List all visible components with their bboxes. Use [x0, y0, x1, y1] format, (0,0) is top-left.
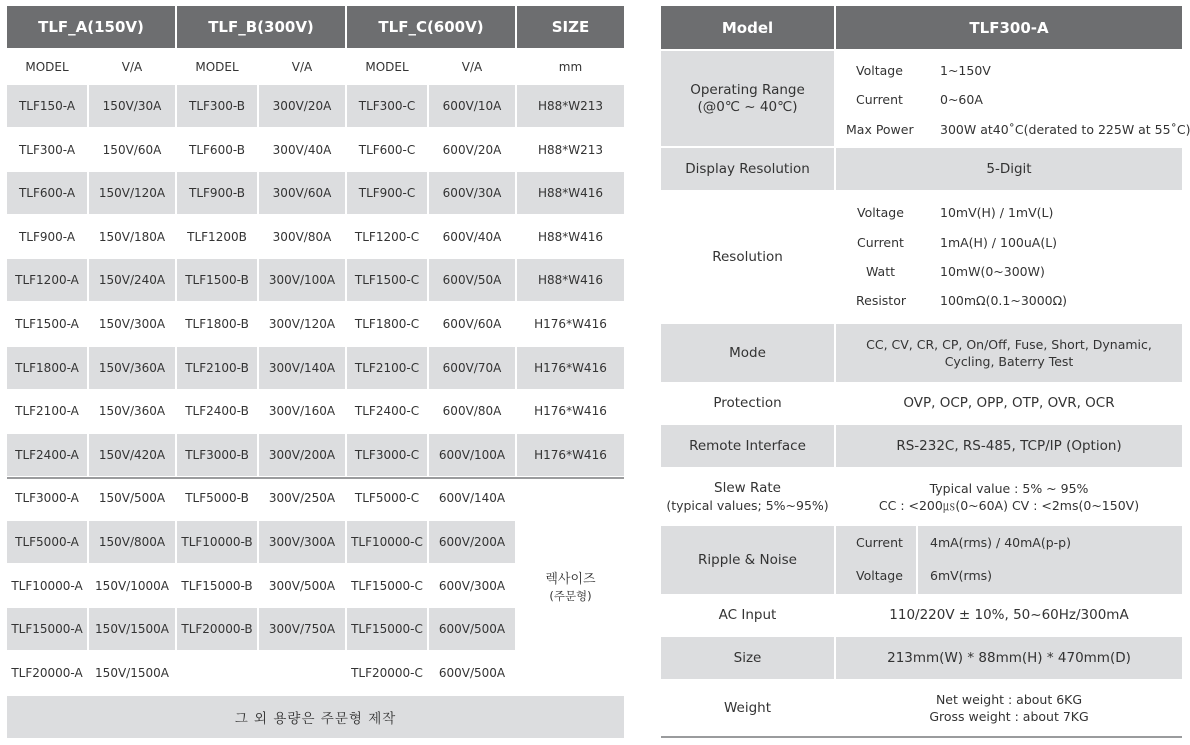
table-cell-model-c: TLF15000-C	[351, 579, 423, 593]
table-cell-va-a: 150V/30A	[102, 99, 162, 113]
table-cell-va-a: 150V/500A	[98, 491, 166, 505]
table-cell-model-c: TLF900-C	[358, 186, 416, 200]
header-tlf-b: TLF_B(300V)	[177, 6, 345, 48]
table-cell-va-c: 600V/300A	[438, 579, 506, 593]
table-cell-va-a: 150V/1000A	[95, 579, 169, 593]
rn-voltage-value: 6mV(rms)	[930, 568, 993, 583]
table-cell-va-b: 300V/60A	[272, 186, 332, 200]
table-cell-size: H88*W213	[537, 99, 604, 113]
table-cell-model-c: TLF20000-C	[351, 666, 423, 680]
rn-voltage-key: Voltage	[856, 568, 903, 583]
table-cell-model-a: TLF2100-A	[15, 404, 79, 418]
table-cell-va-a: 150V/800A	[98, 535, 166, 549]
table-cell-model-b: TLF600-B	[189, 143, 245, 157]
table-cell-va-a: 150V/120A	[98, 186, 166, 200]
table-cell-va-c: 600V/100A	[438, 448, 506, 462]
custom-capacity-note: 그 외 용량은 주문형 제작	[234, 711, 397, 727]
subheader-va-b: V/A	[291, 60, 313, 74]
res-resistor-key: Resistor	[856, 293, 906, 308]
weight-value-line1: Net weight : about 6KG	[935, 692, 1083, 707]
table-cell-model-a: TLF600-A	[18, 186, 76, 200]
table-cell-model-b: TLF3000-B	[185, 448, 249, 462]
slew-rate-value	[836, 469, 1182, 524]
rack-size-note	[517, 480, 624, 695]
weight-value	[836, 681, 1182, 735]
table-cell-model-b: TLF1200B	[187, 230, 247, 244]
table-cell-va-b: 300V/20A	[272, 99, 332, 113]
rn-current-key: Current	[856, 535, 903, 550]
ripple-divider	[916, 526, 918, 594]
table-cell-model-b: TLF900-B	[189, 186, 245, 200]
table-cell-va-a: 150V/1500A	[95, 622, 169, 636]
mode-value	[836, 324, 1182, 382]
table-cell-model-b	[177, 652, 257, 694]
table-cell-model-b: TLF1800-B	[185, 317, 249, 331]
table-cell-model-c: TLF1200-C	[354, 230, 420, 244]
spec-header-value: TLF300-A	[836, 6, 1182, 49]
table-cell-model-b: TLF20000-B	[181, 622, 253, 636]
table-cell-model-c: TLF1800-C	[354, 317, 420, 331]
size-label: Size	[733, 649, 762, 666]
table-cell-va-b: 300V/100A	[268, 273, 336, 287]
remote-interface-label: Remote Interface	[689, 437, 806, 454]
operating-range-condition: (@0℃ ~ 40℃)	[697, 98, 798, 115]
table-divider	[7, 477, 624, 479]
table-cell-va-c: 600V/140A	[438, 491, 506, 505]
table-cell-va-c: 600V/60A	[442, 317, 502, 331]
table-cell-model-b: TLF1500-B	[185, 273, 249, 287]
slew-rate-label	[661, 469, 834, 524]
table-cell-model-a: TLF15000-A	[11, 622, 83, 636]
protection-value: OVP, OCP, OPP, OTP, OVR, OCR	[903, 395, 1115, 411]
table-cell-model-c: TLF10000-C	[351, 535, 423, 549]
subheader-model-a: MODEL	[25, 60, 69, 74]
table-cell-model-a: TLF10000-A	[11, 579, 83, 593]
table-cell-va-a: 150V/180A	[98, 230, 166, 244]
res-watt-key: Watt	[866, 264, 896, 279]
operating-range-title: Operating Range	[690, 81, 805, 98]
table-cell-model-a: TLF1200-A	[15, 273, 79, 287]
table-cell-va-b: 300V/160A	[268, 404, 336, 418]
table-cell-va-b: 300V/750A	[268, 622, 336, 636]
header-tlf-c: TLF_C(600V)	[347, 6, 515, 48]
table-cell-va-c: 600V/20A	[442, 143, 502, 157]
res-current-key: Current	[857, 235, 904, 250]
resolution-label: Resolution	[712, 248, 783, 265]
table-cell-va-a: 150V/360A	[98, 404, 166, 418]
table-cell-va-b: 300V/40A	[272, 143, 332, 157]
table-cell-va-c: 600V/50A	[442, 273, 502, 287]
table-cell-model-a: TLF300-A	[18, 143, 76, 157]
res-resistor-value: 100mΩ(0.1~3000Ω)	[940, 293, 1068, 308]
table-cell-model-b: TLF5000-B	[185, 491, 249, 505]
table-cell-model-a: TLF2400-A	[15, 448, 79, 462]
res-watt-value: 10mW(0~300W)	[940, 264, 1045, 279]
table-cell-va-c: 600V/40A	[442, 230, 502, 244]
display-resolution-label: Display Resolution	[685, 160, 810, 177]
ac-input-value: 110/220V ± 10%, 50~60Hz/300mA	[889, 607, 1129, 623]
table-cell-model-a: TLF900-A	[18, 230, 76, 244]
table-cell-va-c: 600V/30A	[442, 186, 502, 200]
spec-header-model: Model	[661, 6, 834, 49]
table-cell-va-a: 150V/420A	[98, 448, 166, 462]
subheader-model-c: MODEL	[365, 60, 409, 74]
table-cell-va-c: 600V/10A	[442, 99, 502, 113]
header-size: SIZE	[517, 6, 624, 48]
table-cell-size: H88*W416	[537, 186, 604, 200]
table-cell-size: H176*W416	[534, 404, 607, 418]
op-voltage-key: Voltage	[856, 63, 903, 78]
slew-rate-value-line1: Typical value : 5% ~ 95%	[929, 480, 1089, 496]
table-cell-model-c: TLF300-C	[358, 99, 416, 113]
operating-range-label	[661, 51, 834, 146]
table-cell-size: H88*W213	[537, 143, 604, 157]
table-cell-model-c: TLF2400-C	[354, 404, 420, 418]
table-cell-model-a: TLF5000-A	[15, 535, 79, 549]
op-maxpower-key: Max Power	[846, 122, 914, 137]
table-cell-va-c: 600V/200A	[438, 535, 506, 549]
table-cell-size: H176*W416	[534, 317, 607, 331]
weight-value-line2: Gross weight : about 7KG	[929, 709, 1089, 724]
size-value: 213mm(W) * 88mm(H) * 470mm(D)	[887, 649, 1131, 666]
table-cell-va-c: 600V/70A	[442, 361, 502, 375]
protection-label: Protection	[713, 395, 782, 411]
table-cell-size: H176*W416	[534, 361, 607, 375]
slew-rate-title: Slew Rate	[714, 479, 781, 496]
res-voltage-value: 10mV(H) / 1mV(L)	[940, 205, 1054, 220]
op-maxpower-value: 300W at40˚C(derated to 225W at 55˚C)	[940, 122, 1190, 137]
table-cell-model-c: TLF15000-C	[351, 622, 423, 636]
table-cell-va-b: 300V/120A	[268, 317, 336, 331]
table-cell-va-a: 150V/60A	[102, 143, 162, 157]
table-cell-model-a: TLF1800-A	[15, 361, 79, 375]
res-voltage-key: Voltage	[857, 205, 904, 220]
rack-size-line1: 렉사이즈	[545, 571, 596, 587]
table-cell-va-a: 150V/240A	[98, 273, 166, 287]
table-cell-va-a: 150V/1500A	[95, 666, 169, 680]
table-cell-model-c: TLF2100-C	[354, 361, 420, 375]
table-cell-size: H176*W416	[534, 448, 607, 462]
subheader-va-a: V/A	[121, 60, 143, 74]
op-current-key: Current	[856, 92, 903, 107]
table-cell-va-c: 600V/500A	[438, 622, 506, 636]
table-cell-size: H88*W416	[537, 230, 604, 244]
table-cell-model-c: TLF5000-C	[354, 491, 420, 505]
weight-label: Weight	[723, 699, 772, 716]
table-cell-va-c: 600V/80A	[442, 404, 502, 418]
table-cell-va-b	[259, 652, 345, 694]
table-cell-model-b: TLF300-B	[189, 99, 245, 113]
slew-rate-value-line2: CC : <200㎲(0~60A) CV : <2ms(0~150V)	[878, 497, 1140, 513]
table-cell-va-a: 150V/300A	[98, 317, 166, 331]
table-cell-va-b: 300V/140A	[268, 361, 336, 375]
table-cell-model-b: TLF2100-B	[185, 361, 249, 375]
table-cell-va-b: 300V/80A	[272, 230, 332, 244]
mode-label: Mode	[729, 344, 766, 361]
table-cell-va-b: 300V/300A	[268, 535, 336, 549]
table-cell-model-b: TLF2400-B	[185, 404, 249, 418]
table-cell-va-b: 300V/500A	[268, 579, 336, 593]
subheader-size: mm	[558, 60, 583, 74]
subheader-va-c: V/A	[461, 60, 483, 74]
table-cell-va-c: 600V/500A	[438, 666, 506, 680]
subheader-model-b: MODEL	[195, 60, 239, 74]
table-cell-model-b: TLF10000-B	[181, 535, 253, 549]
table-cell-model-c: TLF600-C	[358, 143, 416, 157]
op-voltage-value: 1~150V	[940, 63, 991, 78]
header-tlf-a: TLF_A(150V)	[7, 6, 175, 48]
table-cell-model-b: TLF15000-B	[181, 579, 253, 593]
ripple-noise-label: Ripple & Noise	[698, 551, 797, 568]
table-cell-model-a: TLF1500-A	[15, 317, 79, 331]
table-cell-va-b: 300V/250A	[268, 491, 336, 505]
ac-input-label: AC Input	[718, 607, 777, 623]
display-resolution-value: 5-Digit	[986, 160, 1032, 177]
spec-bottom-rule	[661, 736, 1182, 738]
rack-size-line2: (주문형)	[549, 588, 592, 603]
table-cell-size: H88*W416	[537, 273, 604, 287]
table-cell-va-a: 150V/360A	[98, 361, 166, 375]
table-cell-model-c: TLF1500-C	[354, 273, 420, 287]
table-cell-model-a: TLF20000-A	[11, 666, 83, 680]
table-cell-model-a: TLF150-A	[18, 99, 76, 113]
table-cell-model-c: TLF3000-C	[354, 448, 420, 462]
table-cell-va-b: 300V/200A	[268, 448, 336, 462]
mode-value-line1: CC, CV, CR, CP, On/Off, Fuse, Short, Dynamic,	[866, 337, 1152, 352]
remote-interface-value: RS-232C, RS-485, TCP/IP (Option)	[896, 437, 1122, 454]
op-current-value: 0~60A	[940, 92, 983, 107]
mode-value-line2: Cycling, Baterry Test	[944, 354, 1074, 369]
table-cell-model-a: TLF3000-A	[15, 491, 79, 505]
rn-current-value: 4mA(rms) / 40mA(p-p)	[930, 535, 1071, 550]
res-current-value: 1mA(H) / 100uA(L)	[940, 235, 1058, 250]
slew-rate-condition: (typical values; 5%~95%)	[666, 497, 829, 513]
